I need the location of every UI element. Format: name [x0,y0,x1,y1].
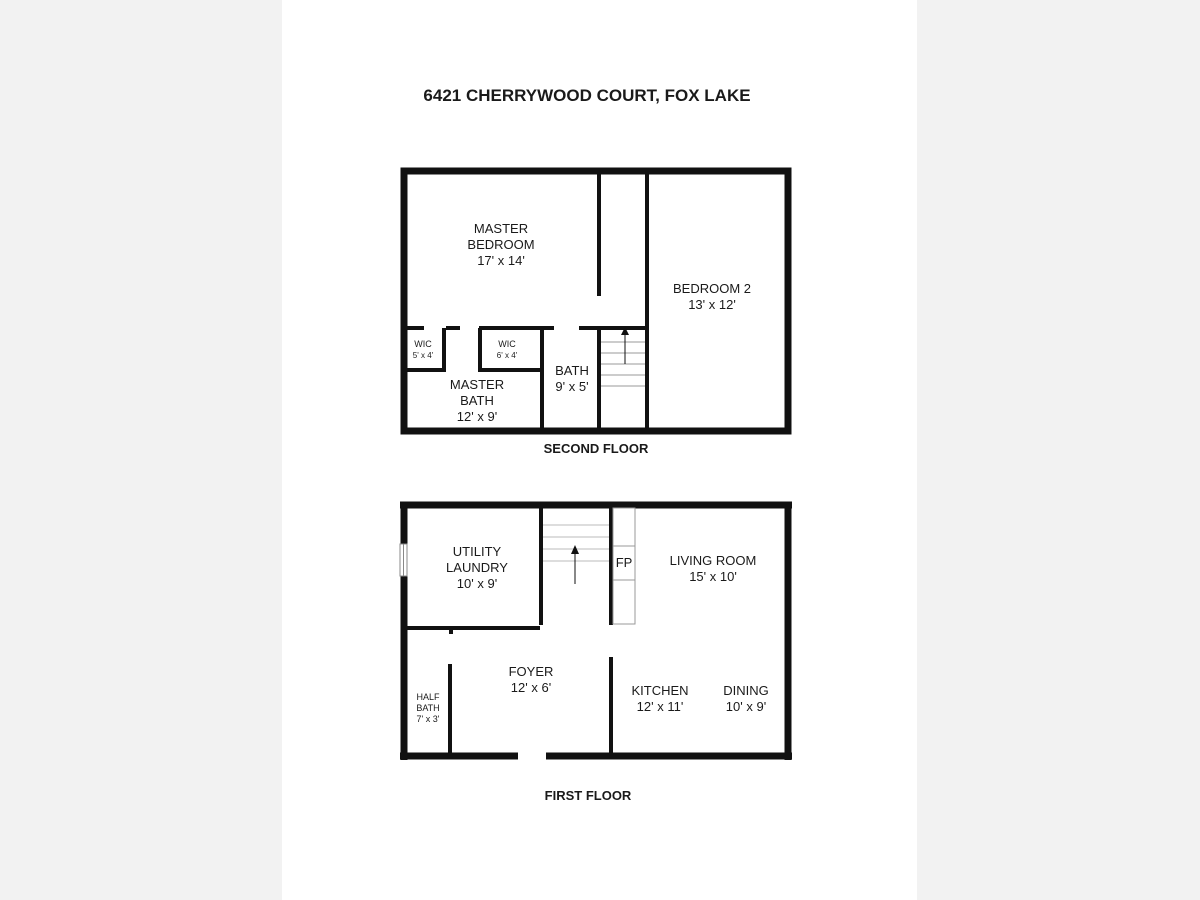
room-label-utility-laundry: LAUNDRY [446,560,508,575]
room-label-half-bath: HALF [416,692,440,702]
room-dims-foyer: 12' x 6' [510,680,552,695]
room-dims-wic-2: 6' x 4' [496,351,518,360]
room-label-master-bedroom: BEDROOM [467,237,535,252]
room-dims-half-bath: 7' x 3' [416,714,440,724]
room-label-living-room: LIVING ROOM [669,553,757,568]
room-label-master-bath: MASTER [449,377,505,392]
room-dims-bedroom-2: 13' x 12' [688,297,736,312]
room-dims-bath: 9' x 5' [555,379,589,394]
room-dims-dining: 10' x 9' [725,699,767,714]
room-label-wic-1: WIC [414,339,432,349]
floor-label-second: SECOND FLOOR [543,441,649,456]
room-dims-master-bath: 12' x 9' [456,409,498,424]
room-dims-living-room: 15' x 10' [689,569,737,584]
room-label-foyer: FOYER [508,664,554,679]
stairs-up-icon [601,327,645,386]
room-dims-wic-1: 5' x 4' [412,351,434,360]
window-icon [400,544,407,576]
room-label-master-bedroom: MASTER [473,221,529,236]
first-floor-plan [400,505,792,803]
room-label-half-bath: BATH [416,703,440,713]
room-label-master-bath: BATH [460,393,494,408]
floor-label-first: FIRST FLOOR [544,788,632,803]
room-label-wic-2: WIC [498,339,516,349]
second-floor-plan [404,171,788,456]
room-label-bedroom-2: BEDROOM 2 [672,281,752,296]
room-label-kitchen: KITCHEN [631,683,689,698]
plan-title: 6421 CHERRYWOOD COURT, FOX LAKE [423,86,751,105]
stairs-up-icon [543,525,609,584]
room-dims-utility-laundry: 10' x 9' [456,576,498,591]
room-label-fp: FP [615,555,633,570]
room-dims-master-bedroom: 17' x 14' [477,253,525,268]
floor-plan-sheet [282,0,917,900]
room-dims-kitchen: 12' x 11' [636,699,684,714]
room-label-dining: DINING [723,683,769,698]
room-label-utility-laundry: UTILITY [452,544,502,559]
second-floor-walls [404,171,647,431]
floor-plan-drawing [282,0,917,900]
room-label-bath: BATH [555,363,589,378]
